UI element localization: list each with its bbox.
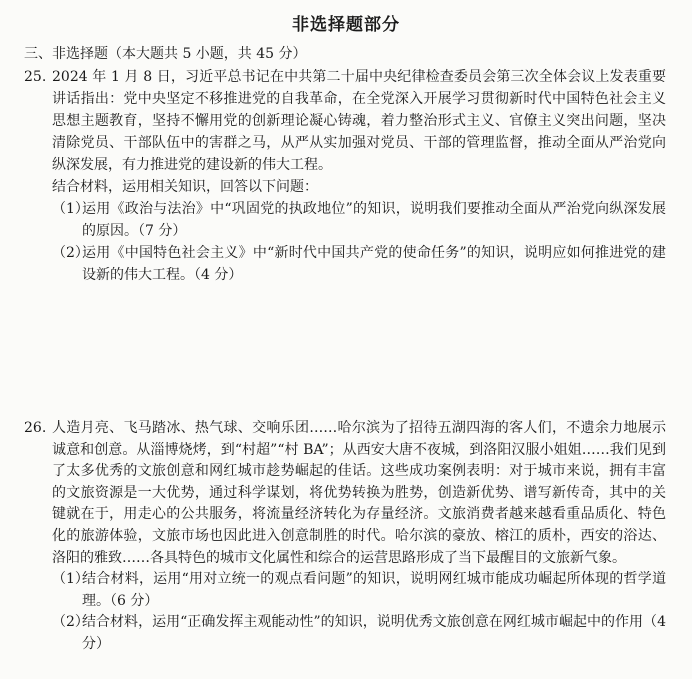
question-material: 人造月亮、飞马踏冰、热气球、交响乐团……哈尔滨为了招待五湖四海的客人们，不遗余力地展示诚意和创意。从淄博烧烤，到“村超”“村 BA”；从西安大唐不夜城，到洛阳汉服小姐姐……我们见到了太多优秀的文旅创意和网红城市趁势崛起的佳话。这些成功案例表明：对于城市来说，拥有丰富的文旅资源是一大优势，通过科学谋划，将优势转换为胜势，创造新优势、谱写新传奇，其中的关键就在于，用走心的公共服务，将流量经济转化为存量经济。文旅消费者越来越看重品质化、特色化的旅游体验，文旅市场也因此进入创意制胜的时代。哈尔滨的豪放、榕江的质朴，西安的浴达、洛阳的雅致……各具特色的城市文化属性和综合的运营思路形成了当下最醒目的文旅新气象。 — [52, 420, 666, 566]
sub-question-number: （1） — [52, 201, 89, 217]
sub-question-number: （2） — [52, 614, 89, 631]
question-prompt: 结合材料，运用相关知识，回答以下问题： — [52, 179, 318, 195]
question-25 — [24, 66, 666, 286]
question-26 — [24, 418, 666, 656]
question-number: 26. — [24, 420, 47, 436]
sub-question-number: （2） — [52, 245, 89, 261]
sub-question-text: 运用《中国特色社会主义》中“新时代中国共产党的使命任务”的知识，说明应如何推进党的建设新的伟大工程。（4 分） — [82, 245, 666, 283]
sub-question — [24, 242, 666, 286]
sub-question — [24, 612, 666, 655]
sub-question — [24, 569, 666, 612]
question-number: 25. — [24, 69, 47, 85]
question-material: 2024 年 1 月 8 日，习近平总书记在中共第二十届中央纪律检查委员会第三次全体会议上发表重要讲话指出：党中央坚定不移推进党的自我革命，在全党深入开展学习贯彻新时代中国特色社会主义思想主题教育，坚持不懈用党的创新理论凝心铸魂，着力整治形式主义、官僚主义突出问题，坚决清除党员、干部队伍中的害群之马，从严从实加强对党员、干部的管理监督，推动全面从严治党向纵深发展，有力推进党的建设新的伟大工程。 — [52, 69, 666, 173]
sub-question-text: 结合材料，运用“正确发挥主观能动性”的知识，说明优秀文旅创意在网红城市崛起中的作用（4 分） — [82, 614, 666, 652]
page-title: 非选择题部分 — [292, 15, 400, 35]
section-label: 三、非选择题 — [24, 46, 108, 62]
section-note: （本大题共 5 小题，共 45 分） — [108, 46, 307, 62]
sub-question-number: （1） — [52, 571, 89, 588]
sub-question — [24, 198, 666, 242]
sub-question-text: 结合材料，运用“用对立统一的观点看问题”的知识，说明网红城市能成功崛起所体现的哲学道理。（6 分） — [82, 571, 666, 609]
section-heading — [24, 44, 307, 64]
sub-question-text: 运用《政治与法治》中“巩固党的执政地位”的知识，说明我们要推动全面从严治党向纵深发展的原因。（7 分） — [82, 201, 666, 239]
